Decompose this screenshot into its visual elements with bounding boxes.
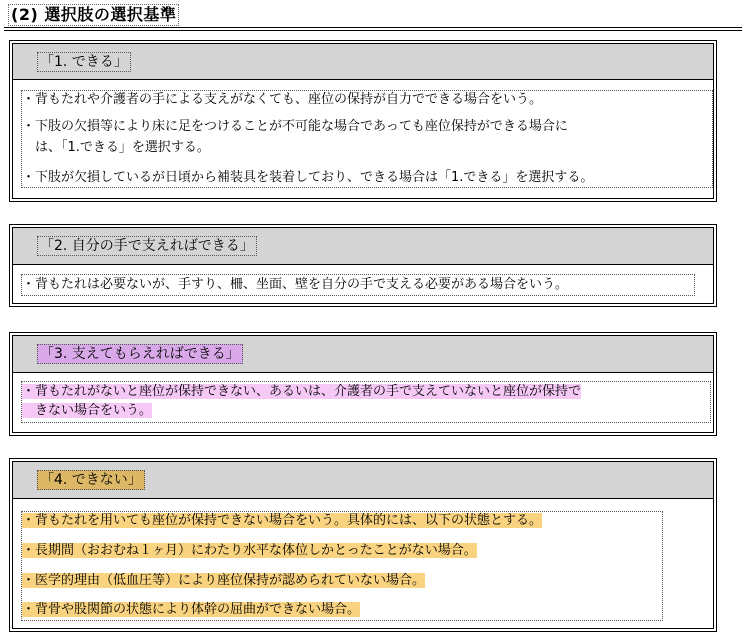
criteria-text: ・背骨や股関節の状態により体幹の屈曲ができない場合。	[22, 602, 361, 617]
panel-option-1	[12, 43, 714, 199]
panel-option-3	[12, 335, 714, 433]
criteria-item	[22, 91, 542, 109]
criteria-list	[21, 90, 713, 188]
option-2-title: 「2. 自分の手で支えればできる」	[37, 236, 257, 256]
panel-header	[13, 462, 713, 499]
criteria-item-continuation	[22, 402, 152, 420]
criteria-item	[22, 276, 568, 294]
criteria-text: は、「1.できる」を選択する。	[22, 140, 210, 155]
criteria-text: ・下肢の欠損等により床に足をつけることが不可能な場合であっても座位保持ができる場合に	[22, 119, 568, 134]
heading-underline	[4, 27, 742, 28]
criteria-list	[21, 274, 695, 296]
panel-option-2	[12, 227, 714, 304]
criteria-list	[21, 511, 663, 621]
criteria-text: ・背もたれは必要ないが、手すり、柵、坐面、壁を自分の手で支える必要がある場合をいう。	[22, 277, 569, 292]
option-4-title: 「4. できない」	[37, 470, 145, 490]
criteria-text: ・医学的理由（低血圧等）により座位保持が認められていない場合。	[22, 573, 426, 588]
criteria-item	[22, 572, 425, 590]
criteria-item	[22, 542, 477, 560]
panel-header	[13, 44, 713, 80]
criteria-item	[22, 512, 542, 530]
criteria-item-continuation	[22, 139, 210, 157]
criteria-text: ・背もたれや介護者の手による支えがなくても、座位の保持が自力でできる場合をいう。	[22, 92, 543, 107]
criteria-text: きない場合をいう。	[22, 403, 153, 418]
panel-header	[13, 336, 713, 373]
criteria-text: ・長期間（おおむね１ヶ月）にわたり水平な体位しかとったことがない場合。	[22, 543, 477, 558]
panel-option-4	[12, 461, 714, 629]
criteria-list	[21, 381, 711, 423]
criteria-item	[22, 169, 593, 187]
criteria-text: ・背もたれを用いても座位が保持できない場合をいう。具体的には、以下の状態とする。	[22, 513, 543, 528]
criteria-item	[22, 383, 581, 401]
option-3-title: 「3. 支えてもらえればできる」	[37, 344, 243, 364]
criteria-item	[22, 118, 568, 136]
section-heading: (2) 選択肢の選択基準	[8, 4, 179, 26]
heading-underline-secondary	[4, 30, 742, 31]
criteria-text: ・下肢が欠損しているが日頃から補装具を装着しており、できる場合は「1.できる」を選択する。	[22, 170, 594, 185]
option-1-title: 「1. できる」	[37, 52, 131, 72]
criteria-item	[22, 601, 360, 619]
panel-header	[13, 228, 713, 265]
criteria-text: ・背もたれがないと座位が保持できない、あるいは、介護者の手で支えていないと座位が保持で	[22, 384, 582, 399]
